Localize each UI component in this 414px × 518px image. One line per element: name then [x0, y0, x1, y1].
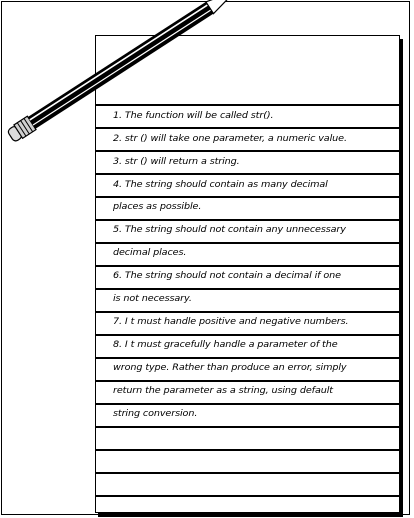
note-line: 6. The string should not contain a decimal if one — [113, 271, 341, 281]
note-line: places as possible. — [113, 202, 202, 212]
note-line: string conversion. — [113, 409, 198, 419]
note-line: 5. The string should not contain any unnecessary — [113, 225, 346, 235]
note-line: 7. I t must handle positive and negative numbers. — [113, 317, 349, 327]
note-line: 2. str () will take one parameter, a numeric value. — [113, 134, 347, 144]
note-line: decimal places. — [113, 248, 187, 258]
note-line: 8. I t must gracefully handle a parameter of the — [113, 340, 338, 350]
note-line: return the parameter as a string, using default — [113, 386, 333, 396]
note-line: 3. str () will return a string. — [113, 157, 240, 167]
note-line: 1. The function will be called str(). — [113, 111, 274, 121]
note-line: 4. The string should contain as many decimal — [113, 180, 328, 190]
note-line: wrong type. Rather than produce an error, simply — [113, 363, 347, 373]
note-line: is not necessary. — [113, 294, 192, 304]
